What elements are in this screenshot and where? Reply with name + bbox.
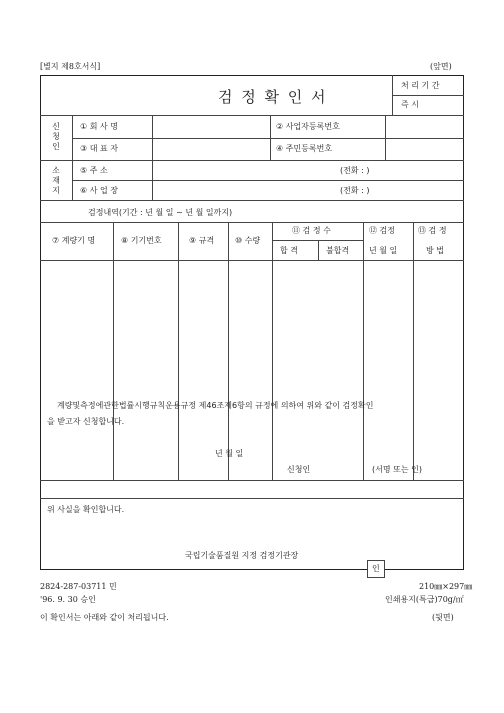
back-side-label: (뒷면) [432, 613, 454, 622]
processing-period-value: 즉 시 [401, 100, 419, 109]
processing-period-label: 처 리 기 간 [401, 81, 440, 90]
col-inspection-method: ⑬ 검 정 [418, 226, 447, 235]
seal-box [367, 560, 385, 578]
business-site-phone: (전화 : ) [340, 186, 370, 195]
confirmation-text: 위 사실을 확인합니다. [47, 505, 125, 514]
col-fail: 불합격 [326, 246, 350, 255]
resident-reg-no-label: ④ 주민등록번호 [276, 144, 333, 153]
address-label: ⑤ 주 소 [80, 166, 108, 175]
applicant-group-label: 신청인 [52, 122, 60, 151]
company-name-label: ① 회 사 명 [80, 122, 118, 131]
declaration-line-1: 계량및측정에관한법률시행규칙운용규정 제46조제6항의 규정에 의하여 위와 같이 검정확인 [57, 401, 374, 410]
processing-note: 이 확인서는 아래와 같이 처리됩니다. [40, 613, 169, 622]
page-side-label: (앞면) [430, 62, 452, 71]
col-spec: ⑨ 규격 [189, 236, 215, 245]
confirming-authority: 국립기술품질원 지정 검정기관장 [185, 551, 299, 560]
representative-label: ③ 대 표 자 [80, 144, 118, 153]
document-title: 검 정 확 인 서 [218, 88, 328, 106]
seal-label: 인 [372, 564, 380, 573]
col-inspection-date: ⑫ 검정 [369, 226, 395, 235]
paper-size: 210㎜×297㎜ [419, 582, 473, 591]
signature-label: (서명 또는 인) [372, 465, 422, 474]
location-group-label: 소재지 [52, 166, 60, 195]
applicant-sign-label: 신청인 [287, 465, 311, 474]
declaration-line-2: 을 받고자 신청합니다. [47, 417, 125, 426]
declaration-date: 년 월 일 [215, 449, 244, 458]
address-phone: (전화 : ) [340, 166, 370, 175]
col-inspection-count: ⑪ 검 정 수 [292, 226, 331, 235]
paper-type: 인쇄용지(특급)70g/㎡ [385, 595, 464, 604]
col-inspection-method-sub: 방 법 [426, 246, 444, 255]
col-quantity: ⑩ 수량 [235, 236, 261, 245]
business-site-label: ⑥ 사 업 장 [80, 186, 118, 195]
col-inspection-date-sub: 년 월 일 [369, 246, 398, 255]
col-instrument-name: ⑦ 계량기 명 [52, 236, 96, 245]
col-pass: 합 격 [280, 246, 298, 255]
form-code: 2824-287-03711 민 [40, 582, 117, 591]
business-reg-no-label: ② 사업자등록번호 [276, 122, 340, 131]
inspection-period: 검정내역(기간 : 년 월 일 ~ 년 월 일까지) [88, 208, 233, 217]
approval-date: '96. 9. 30 승인 [40, 595, 96, 604]
form-number: [별지 제8호서식] [40, 62, 101, 71]
col-instrument-no: ⑧ 기기번호 [121, 236, 162, 245]
